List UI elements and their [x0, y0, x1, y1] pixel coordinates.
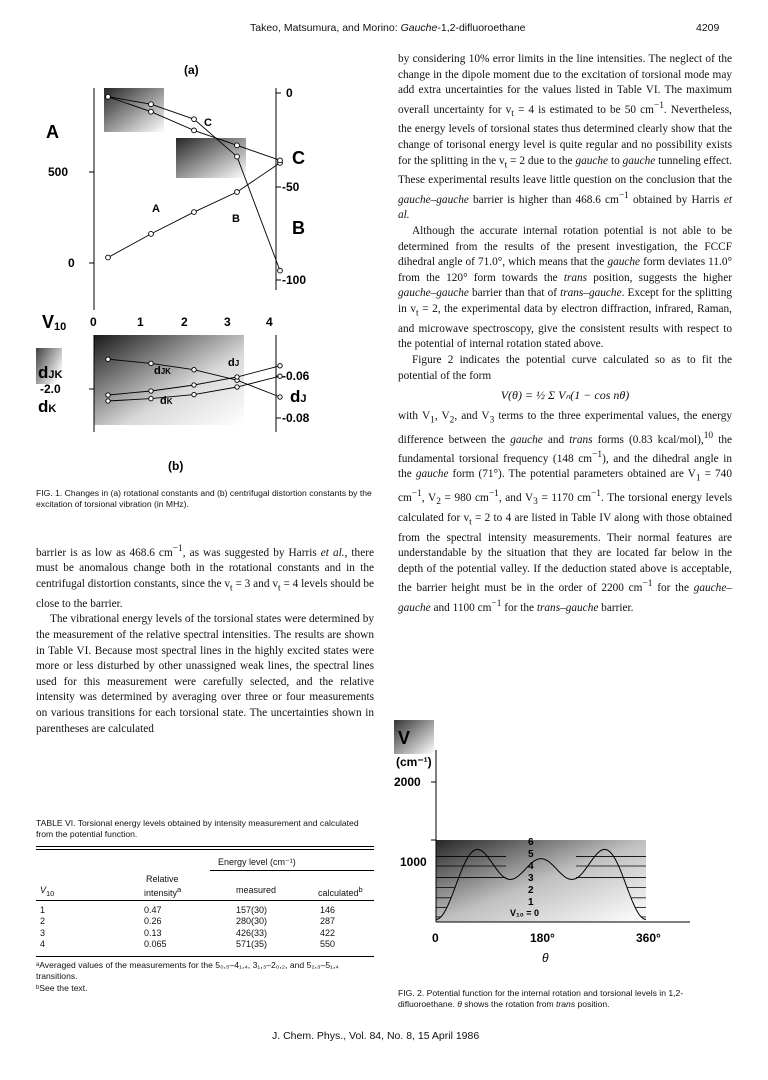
right-paragraph-2: Although the accurate internal rotation potential is not able to be determined from the results of the present investigation, the FCCF dihedral angle of 71.0°, which means that the gauche form deviates 11.0° from the 120° form towards the trans position, suggests the higher gauche–gauche barrier than that of trans–gauche. Except for the splitting in $v_t = 2$, the experimental data by electron diffraction, infrared, Raman, and microwave spectroscopy, give the consistent results with respect to the potential of internal rotation stated above.	[398, 224, 732, 351]
table-6-body	[40, 904, 335, 950]
data-point-dJK	[149, 396, 153, 400]
data-point-dK	[235, 375, 239, 379]
x-tick-3: 3	[224, 315, 231, 329]
figure-2	[390, 720, 740, 988]
table-row: 2 0.26 280(30) 287	[40, 916, 336, 927]
y-tick-2000: 2000	[394, 775, 421, 789]
data-point-dJK	[235, 385, 239, 389]
level-5: 5	[528, 849, 534, 860]
shade-a1	[104, 88, 164, 132]
data-point-dK	[149, 389, 153, 393]
running-header: Takeo, Matsumura, and Morino: Gauche-1,2-difluoroethane	[250, 22, 526, 34]
figure-2-caption: FIG. 2. Potential function for the internal rotation and torsional levels in 1,2-difluoroethane. θ shows the rotation from trans position.	[398, 988, 684, 1009]
table-footnote-a: ᵃAveraged values of the measurements for the 5₀,₅–4₁,₄, 3₁,₃–2₀,₂, and 5₂,₃–5₁,₄ transitions.	[36, 960, 339, 981]
data-point-dK	[278, 364, 282, 368]
rtick-0.06: -0.06	[282, 369, 310, 383]
page-number: 4209	[696, 22, 720, 34]
rtick-50: -50	[282, 180, 300, 194]
shade-well	[436, 840, 646, 922]
rtick-100: -100	[282, 273, 307, 287]
level-v0: V₁₀ = 0	[510, 908, 540, 918]
tick-0: 0	[68, 256, 75, 270]
fig2-x-tick-180: 180°	[530, 931, 555, 945]
left-column-text	[36, 542, 374, 737]
axis-A-label: A	[46, 122, 59, 142]
curve-label-dJ: dJ	[228, 357, 240, 369]
table-group-header: Energy level (cm⁻¹)	[218, 857, 296, 867]
table-col-rel1: Relative	[146, 874, 179, 884]
figure-1-caption: FIG. 1. Changes in (a) rotational constants and (b) centrifugal distortion constants by the excitation of torsional vibration (in MHz).	[36, 488, 372, 509]
data-point-A	[235, 190, 240, 195]
curve-label-A: A	[152, 203, 160, 215]
level-6: 6	[528, 837, 534, 848]
data-point-C	[106, 94, 111, 99]
data-point-dJK	[278, 374, 282, 378]
tick-500: 500	[48, 165, 69, 179]
x-tick-0: 0	[90, 315, 97, 329]
level-2: 2	[528, 885, 534, 896]
axis-B-label: B	[292, 218, 305, 238]
data-point-dJ	[192, 368, 196, 372]
data-point-dJ	[278, 395, 282, 399]
fig2-x-label: θ	[542, 951, 549, 965]
tick-minus-2: -2.0	[40, 382, 61, 396]
dJ-right-label: dJ	[290, 387, 307, 406]
table-row: 1 0.47 157(30) 146	[40, 904, 336, 915]
data-point-C	[192, 128, 197, 133]
journal-footer: J. Chem. Phys., Vol. 84, No. 8, 15 April 1986	[272, 1030, 480, 1042]
data-point-A	[192, 210, 197, 215]
level-3: 3	[528, 873, 534, 884]
data-point-B	[149, 102, 154, 107]
table-footnote-b: ᵇSee the text.	[36, 983, 88, 993]
right-column-text	[398, 52, 732, 616]
left-paragraph-1: barrier is as low as 468.6 $cm^{-1}$, as was suggested by Harris et al., there must be anomalous change both in the rotational constants and in the centrifugal distortion constants, since the $v_t = 3$ and $v_t = 4$ levels should be close to the barrier.	[36, 544, 374, 610]
rtick-0.08: -0.08	[282, 411, 310, 425]
figure-1	[36, 60, 336, 480]
data-point-B	[192, 117, 197, 122]
data-point-A	[149, 231, 154, 236]
table-6-title: TABLE VI. Torsional energy levels obtained by intensity measurement and calculated from the potential function.	[36, 818, 359, 839]
table-row: 4 0.065 571(35) 550	[40, 939, 336, 950]
y-axis-label: V	[398, 728, 411, 748]
data-point-dJ	[106, 357, 110, 361]
curve-label-dJK: dJK	[154, 365, 171, 377]
data-point-C	[149, 109, 154, 114]
table-group-rule	[210, 870, 374, 871]
data-point-C	[278, 158, 283, 163]
fig2-x-tick-360: 360°	[636, 931, 661, 945]
curve-label-C: C	[204, 117, 212, 129]
right-paragraph-1: by considering 10% error limits in the line intensities. The neglect of the change in the dipole moment due to the excitation of torsional mode may add extra uncertainties for the values listed in Table VI. The maximum overall uncertainty for $v_t = 4$ is estimated to be 50 $cm^{-1}$. Nevertheless, the energy levels of torsional states thus determined clearly show that the change of torisonal energy level is quite regular and no possibility exists for the splitting in the $v_t = 2$ due to the gauche to gauche tunneling effect. These experimental results leave little question on the conclusion that the gauche–gauche barrier is higher than 468.6 $cm^{-1}$ obtained by Harris et al.	[398, 53, 732, 222]
right-paragraph-3: Figure 2 indicates the potential curve calculated so as to fit the potential of the form	[398, 353, 732, 382]
table-rule-top	[36, 846, 374, 847]
right-paragraph-4: with $V_1$, $V_2$, and $V_3$ terms to the three experimental values, the energy difference between the gauche and trans forms (0.83 kcal/mol),$^{10}$ the fundamental torsional frequency (148 $cm^{-1}$), and the dihedral angle in the gauche form (71°). The potential parameters obtained are $V_1 = 740$ $cm^{-1}$, $V_2 = 980$ $cm^{-1}$, and $V_3 = 1170$ $cm^{-1}$. The torsional energy levels calculated for $v_t = 2$ to 4 are listed in Table IV along with those obtained from the spectral intensity measurements. Their normal features are understandable by the situation that they are located far below in the depth of the potential valley. If the deduction stated above is acceptable, the barrier height must be in the order of 2200 $cm^{-1}$ for the gauche–gauche and 1100 $cm^{-1}$ for the trans–gauche barrier.	[398, 409, 733, 614]
data-point-dJ	[149, 361, 153, 365]
data-point-dK	[106, 393, 110, 397]
level-4: 4	[528, 861, 534, 872]
data-point-C	[235, 143, 240, 148]
table-row: 3 0.13 426(33) 422	[40, 927, 336, 938]
data-point-B	[278, 268, 283, 273]
table-rule-mid	[36, 900, 374, 901]
data-point-dJK	[106, 399, 110, 403]
data-point-dK	[192, 383, 196, 387]
table-rule-top2	[36, 849, 374, 850]
x-tick-1: 1	[137, 315, 144, 329]
dJK-left-label: dJK	[38, 363, 63, 382]
equation: V(θ) = ½ Σ Vₙ(1 − cos nθ)	[500, 388, 630, 403]
axis-C-label: C	[292, 148, 305, 168]
data-point-A	[106, 255, 111, 260]
x-axis-label: V10	[42, 312, 67, 333]
x-tick-4: 4	[266, 315, 273, 329]
table-col-v: $V_{10}$	[40, 885, 55, 898]
data-point-B	[235, 154, 240, 159]
data-point-dJK	[192, 392, 196, 396]
x-tick-2: 2	[181, 315, 188, 329]
table-col-meas: measured	[236, 885, 277, 895]
left-paragraph-2: The vibrational energy levels of the torsional states were determined by the measurement of the relative spectral intensities. The results are shown in Table VI. Because most spectral lines in the highly excited states were more or less disturbed by other unassigned weak lines, the spectral lines used for this measurement were carefully selected, and the relative intensity was determined by averaging over three or four measurements on various transitions for each torsional state. The uncertainties shown in parentheses are calculated	[36, 613, 374, 735]
curve-label-dK: dK	[160, 395, 173, 407]
curve-label-B: B	[232, 213, 240, 225]
level-1: 1	[528, 897, 534, 908]
panel-b-label: (b)	[168, 459, 184, 473]
table-col-rel2: intensity$^a$	[144, 885, 182, 898]
dK-left-label: dK	[38, 397, 57, 416]
y-axis-unit: (cm⁻¹)	[396, 755, 432, 769]
panel-a-label: (a)	[184, 63, 199, 77]
fig2-x-tick-0: 0	[432, 931, 439, 945]
table-col-calc: calculated$^b$	[318, 885, 363, 898]
rtick-0: 0	[286, 86, 293, 100]
table-rule-bottom	[36, 956, 374, 957]
y-tick-1000: 1000	[400, 855, 427, 869]
